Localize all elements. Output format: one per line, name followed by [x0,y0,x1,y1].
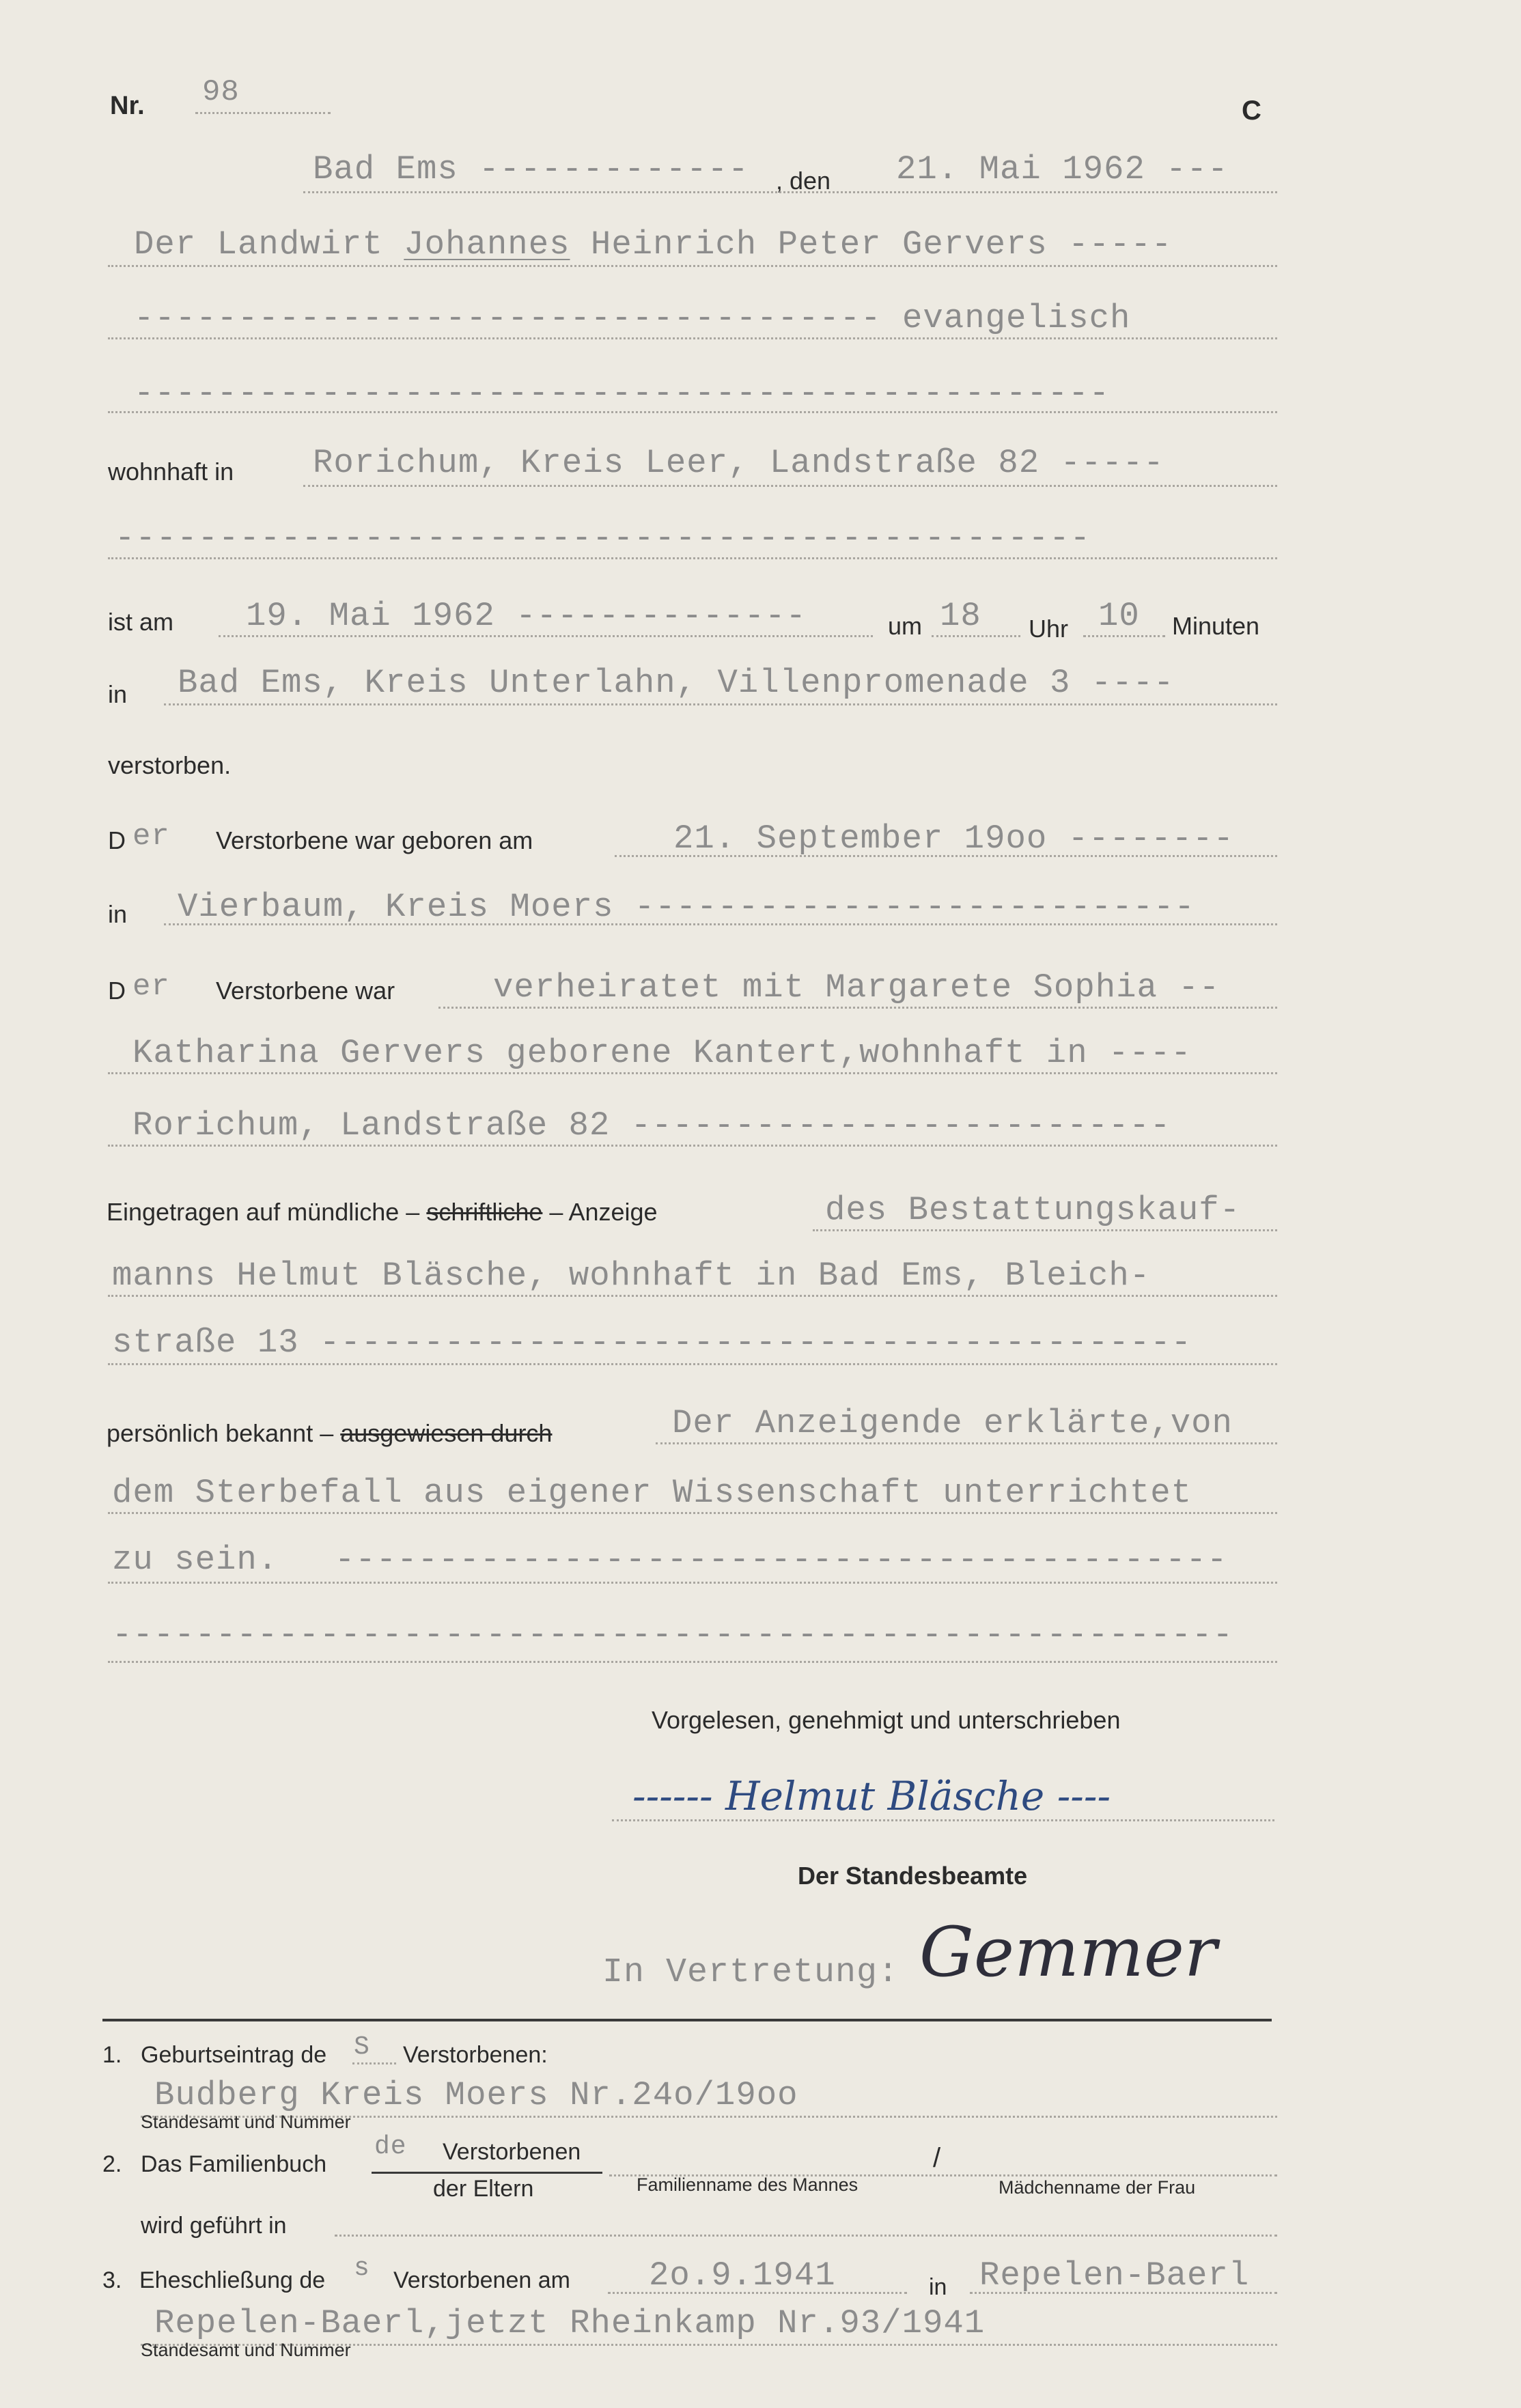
marital-line-3: Rorichum, Landstraße 82 -------------------------- [132,1106,1171,1145]
footer-item-1-sub: Standesamt und Nummer [141,2112,351,2132]
informant-signature-rule [612,1819,1274,1821]
registration-line-1-rule [813,1229,1277,1231]
death-hour-rule [932,635,1020,637]
death-minutes-rule [1083,635,1165,637]
identity-struck-words: ausgewiesen durch [340,1419,553,1447]
footer-item-2-wird: wird geführt in [141,2213,287,2239]
footer-item-2-slash: / [933,2143,941,2173]
footer-item-1-typed: S [354,2032,370,2062]
corner-letter: C [1242,96,1261,126]
footer-item-3-date: 2o.9.1941 [649,2256,836,2295]
marital-line-2: Katharina Gervers geborene Kantert,wohnhaft in ---- [132,1034,1192,1072]
footer-item-3-place-rule [970,2292,1277,2294]
identity-line-1: Der Anzeigende erklärte,von [672,1404,1233,1442]
identity-line-4-rule [108,1661,1277,1663]
informant-signature: ------ Helmut Bläsche ---- [632,1773,1111,1819]
uhr-label: Uhr [1029,615,1069,643]
death-minutes: 10 [1098,597,1140,635]
footer-item-2-fraction-bar [372,2172,602,2174]
footer-item-3-label-post: Verstorbenen am [393,2267,570,2293]
vorgelesen-text: Vorgelesen, genehmigt und unterschrieben [652,1706,1121,1734]
registration-line-3: straße 13 ------------------------------------------ [112,1324,1192,1362]
marital-label: Verstorbene war [216,977,395,1005]
register-place: Bad Ems ------------- [313,150,749,188]
person-line-3-rule [108,411,1277,413]
person-line-1-rule [108,265,1277,267]
residence-line-2: ----------------------------------------------- [115,519,1091,557]
residence-line-1-rule [303,485,1277,487]
birth-date: 21. September 19oo -------- [673,820,1234,858]
footer-item-3-date-rule [608,2292,907,2294]
footer-item-3-num: 3. [102,2267,122,2293]
footer-item-2-frac-top-post: Verstorbenen [443,2139,581,2165]
identity-line-3-rule [108,1582,1277,1584]
identity-line-2-rule [108,1512,1277,1514]
place-date-line [303,191,1277,193]
footer-item-2-num: 2. [102,2151,122,2177]
death-place: Bad Ems, Kreis Unterlahn, Villenpromenade 3 ---- [178,664,1175,702]
marital-line-2-rule [108,1072,1277,1074]
den-label: , den [776,167,831,195]
footer-item-2-frac-top-pre: de [374,2132,407,2161]
minuten-label: Minuten [1172,612,1260,640]
footer-item-2-frac-bottom: der Eltern [433,2176,534,2202]
identity-line-2: dem Sterbefall aus eigener Wissenschaft unterrichtet [112,1474,1192,1512]
person-line-3: ----------------------------------------------- [134,374,1111,412]
death-in-label: in [108,680,128,708]
birth-in-label: in [108,900,128,928]
verstorben-label: verstorben. [108,751,232,779]
residence-line-1: Rorichum, Kreis Leer, Landstraße 82 ----- [313,444,1164,482]
footer-item-1-typed-rule [352,2062,396,2064]
footer-item-2-wird-rule [335,2235,1277,2237]
first-name-underlined: Johannes [404,225,570,264]
identity-line-4: ------------------------------------------------------ [112,1616,1233,1654]
marital-line-3-rule [108,1145,1277,1147]
identity-line-1-rule [656,1442,1277,1444]
birth-d-prefix: D [108,826,126,854]
footer-item-2-label: Das Familienbuch [141,2151,327,2177]
residence-line-2-rule [108,557,1277,559]
footer-item-1-label-post: Verstorbenen: [403,2042,548,2068]
nr-line [195,112,331,114]
death-place-rule [164,703,1277,705]
marital-line-1-rule [438,1007,1277,1009]
death-date: 19. Mai 1962 -------------- [246,597,807,635]
footer-separator [102,2019,1272,2021]
identity-line-3b: ------------------------------------------- [335,1541,1228,1579]
birth-label: Verstorbene war geboren am [216,826,533,854]
person-line-2: ------------------------------------ evangelisch [134,299,1131,337]
footer-item-1-num: 1. [102,2042,122,2068]
death-date-rule [219,635,873,637]
birth-d-typed: er [132,820,170,854]
standesbeamte-label: Der Standesbeamte [798,1862,1028,1890]
footer-item-3-typed: s [354,2254,370,2283]
footer-item-3-in: in [929,2274,947,2300]
registration-line-1: des Bestattungskauf- [825,1191,1241,1229]
vertretung-label: In Vertretung: [602,1953,899,1992]
registration-label: Eingetragen auf mündliche – schriftliche – Anzeige [107,1198,658,1226]
ist-am-label: ist am [108,608,174,636]
death-hour: 18 [940,597,981,635]
register-date: 21. Mai 1962 --- [896,150,1229,188]
registration-struck-word: schriftliche [426,1198,543,1226]
footer-item-3-value: Repelen-Baerl,jetzt Rheinkamp Nr.93/1941 [154,2304,986,2342]
birth-place: Vierbaum, Kreis Moers --------------------------- [178,888,1195,926]
footer-item-3-place: Repelen-Baerl [979,2256,1250,2295]
person-line-2-rule [108,337,1277,339]
identity-label: persönlich bekannt – ausgewiesen durch [107,1419,553,1447]
registration-line-2: manns Helmut Bläsche, wohnhaft in Bad Ems, Bleich- [112,1257,1151,1295]
footer-item-2-husband: Familienname des Mannes [637,2174,859,2195]
registrar-signature: Gemmer [919,1912,1217,1992]
residence-label: wohnhaft in [108,458,234,486]
birth-place-rule [164,923,1277,925]
marital-d-typed: er [132,970,170,1004]
um-label: um [888,612,923,640]
registration-line-2-rule [108,1295,1277,1297]
footer-item-3-label-pre: Eheschließung de [139,2267,326,2293]
footer-item-3-sub: Standesamt und Nummer [141,2340,351,2360]
identity-line-3a: zu sein. [112,1541,279,1579]
registration-line-3-rule [108,1363,1277,1365]
marital-line-1: verheiratet mit Margarete Sophia -- [493,968,1220,1007]
birth-date-rule [615,855,1277,857]
footer-item-2-wife: Mädchenname der Frau [999,2177,1196,2198]
nr-value: 98 [202,75,240,109]
marital-d-prefix: D [108,977,126,1005]
footer-item-1-label-pre: Geburtseintrag de [141,2042,327,2068]
person-line-1: Der Landwirt Johannes Heinrich Peter Gervers ----- [134,225,1173,264]
nr-label: Nr. [110,92,145,120]
footer-item-1-value: Budberg Kreis Moers Nr.24o/19oo [154,2076,798,2114]
